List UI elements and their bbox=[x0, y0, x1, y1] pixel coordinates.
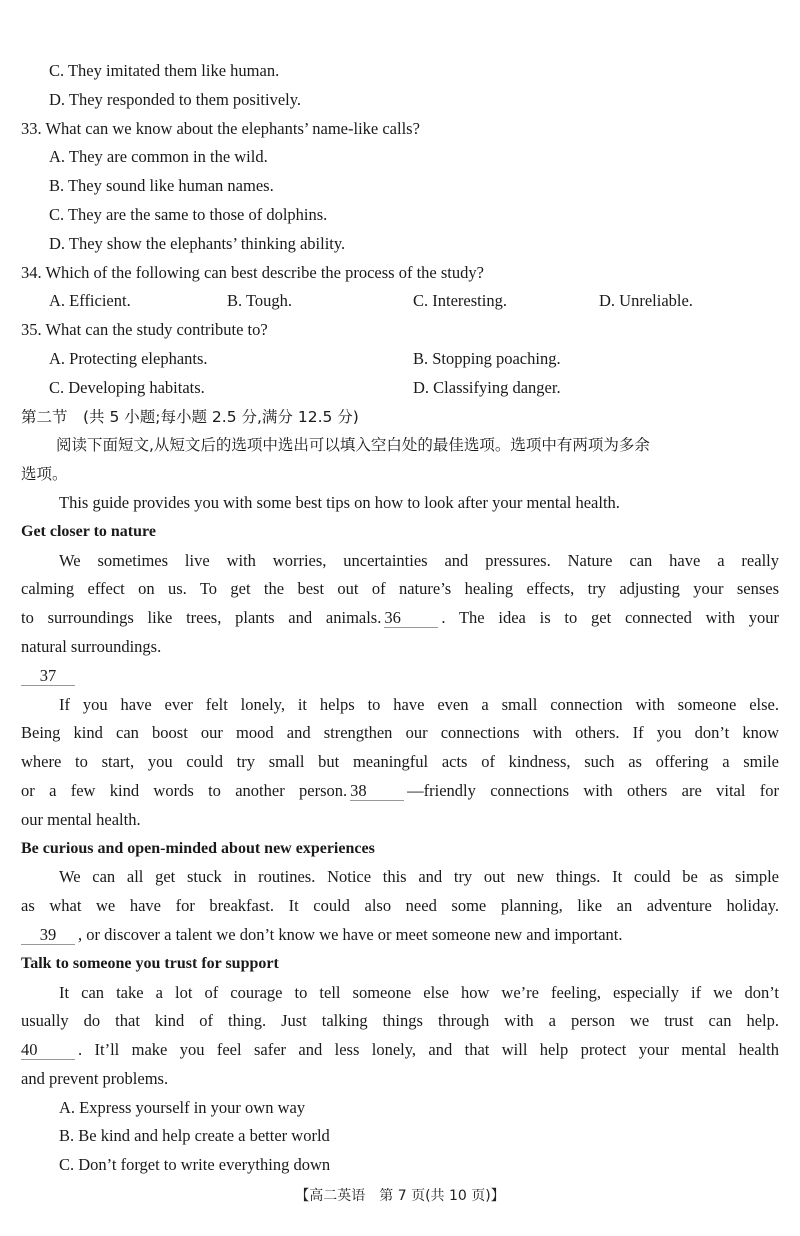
option-text: They imitated them like human. bbox=[67, 61, 280, 80]
option-letter: C. bbox=[49, 61, 65, 80]
text-segment: . The idea is to get connected with your bbox=[441, 608, 779, 628]
blank-39[interactable]: 39 bbox=[21, 926, 75, 945]
q32-option-d bbox=[0, 86, 800, 115]
exam-page bbox=[0, 57, 800, 1180]
paragraph-line: and prevent problems. bbox=[21, 1068, 169, 1088]
section-instruction: 阅读下面短文,从短文后的选项中选出可以填入空白处的最佳选项。选项中有两项为多余 bbox=[56, 436, 650, 455]
q35-option-b: B. Stopping poaching. bbox=[413, 348, 561, 368]
q33-stem: 33. What can we know about the elephants’ name-like calls? bbox=[21, 118, 420, 138]
q33-option-a: A. They are common in the wild. bbox=[49, 147, 268, 167]
paragraph-line: usually do that kind of thing. Just talking things through with a person we trust can help. bbox=[21, 1011, 779, 1031]
choice-c: C. Don’t forget to write everything down bbox=[59, 1155, 331, 1175]
paragraph-line: as what we have for breakfast. It could also need some planning, like an adventure holiday. bbox=[21, 896, 779, 916]
q33-option-d: D. They show the elephants’ thinking ability. bbox=[49, 233, 346, 253]
text-segment: to surroundings like trees, plants and animals. bbox=[21, 608, 382, 628]
option-letter: D. bbox=[49, 89, 66, 109]
paragraph-line bbox=[0, 1036, 800, 1065]
q33-option-c: C. They are the same to those of dolphins. bbox=[49, 204, 328, 224]
text-segment: or a few kind words to another person. bbox=[21, 780, 348, 800]
q34-option-b: B. Tough. bbox=[227, 291, 293, 311]
q35-options-row2 bbox=[0, 374, 800, 403]
heading-talk: Talk to someone you trust for support bbox=[21, 954, 279, 972]
q35-option-a: A. Protecting elephants. bbox=[49, 348, 208, 368]
q35-options-row1 bbox=[0, 345, 800, 374]
text-segment: , or discover a talent we don’t know we have or meet someone new and important. bbox=[78, 924, 623, 944]
paragraph-line: It can take a lot of courage to tell someone else how we’re feeling, especially if we don’t bbox=[59, 982, 779, 1002]
paragraph-line: calming effect on us. To get the best out of nature’s healing effects, try adjusting your senses bbox=[21, 579, 779, 599]
paragraph-line: If you have ever felt lonely, it helps to have even a small connection with someone else. bbox=[59, 694, 779, 714]
paragraph-line bbox=[0, 604, 800, 633]
choice-a: A. Express yourself in your own way bbox=[59, 1097, 306, 1117]
paragraph-line: natural surroundings. bbox=[21, 636, 162, 656]
q35-option-c: C. Developing habitats. bbox=[49, 377, 205, 397]
paragraph-line: We can all get stuck in routines. Notice this and try out new things. It could be as simple bbox=[59, 867, 779, 887]
choice-b: B. Be kind and help create a better world bbox=[59, 1126, 330, 1146]
passage-intro: This guide provides you with some best tips on how to look after your mental health. bbox=[59, 492, 620, 512]
blank-37[interactable]: 37 bbox=[21, 667, 75, 686]
q35-option-d: D. Classifying danger. bbox=[413, 377, 561, 397]
heading-curious: Be curious and open-minded about new experiences bbox=[21, 839, 375, 857]
paragraph-line bbox=[0, 777, 800, 806]
q34-options bbox=[0, 287, 800, 316]
paragraph-line: We sometimes live with worries, uncertainties and pressures. Nature can have a really bbox=[59, 550, 779, 570]
section-title: 第二节 (共 5 小题;每小题 2.5 分,满分 12.5 分) bbox=[21, 407, 359, 426]
paragraph-line: where to start, you could try small but meaningful acts of kindness, such as offering a smile bbox=[21, 752, 779, 772]
q34-stem: 34. Which of the following can best describe the process of the study? bbox=[21, 262, 484, 282]
blank-40[interactable]: 40 bbox=[21, 1041, 75, 1060]
heading-line-37 bbox=[0, 662, 800, 691]
q34-option-a: A. Efficient. bbox=[49, 291, 131, 311]
text-segment: . It’ll make you feel safer and less lonely, and that will help protect your mental health bbox=[78, 1040, 779, 1060]
section-instruction-cont: 选项。 bbox=[21, 465, 68, 484]
page-footer: 【高二英语 第 7 页(共 10 页)】 bbox=[295, 1188, 505, 1204]
q33-option-b: B. They sound like human names. bbox=[49, 176, 274, 196]
paragraph-line: Being kind can boost our mood and strengthen our connections with others. If you don’t know bbox=[21, 723, 779, 743]
option-text: They responded to them positively. bbox=[68, 89, 302, 109]
q34-option-c: C. Interesting. bbox=[413, 291, 507, 311]
q34-option-d: D. Unreliable. bbox=[599, 291, 693, 311]
blank-38[interactable]: 38 bbox=[350, 782, 404, 801]
heading-nature: Get closer to nature bbox=[21, 522, 156, 540]
q32-option-c bbox=[0, 57, 800, 86]
paragraph-line: our mental health. bbox=[21, 809, 141, 829]
blank-36[interactable]: 36 bbox=[384, 609, 438, 628]
q35-stem: 35. What can the study contribute to? bbox=[21, 320, 268, 340]
text-segment: —friendly connections with others are vital for bbox=[407, 780, 779, 800]
paragraph-line bbox=[0, 921, 800, 950]
